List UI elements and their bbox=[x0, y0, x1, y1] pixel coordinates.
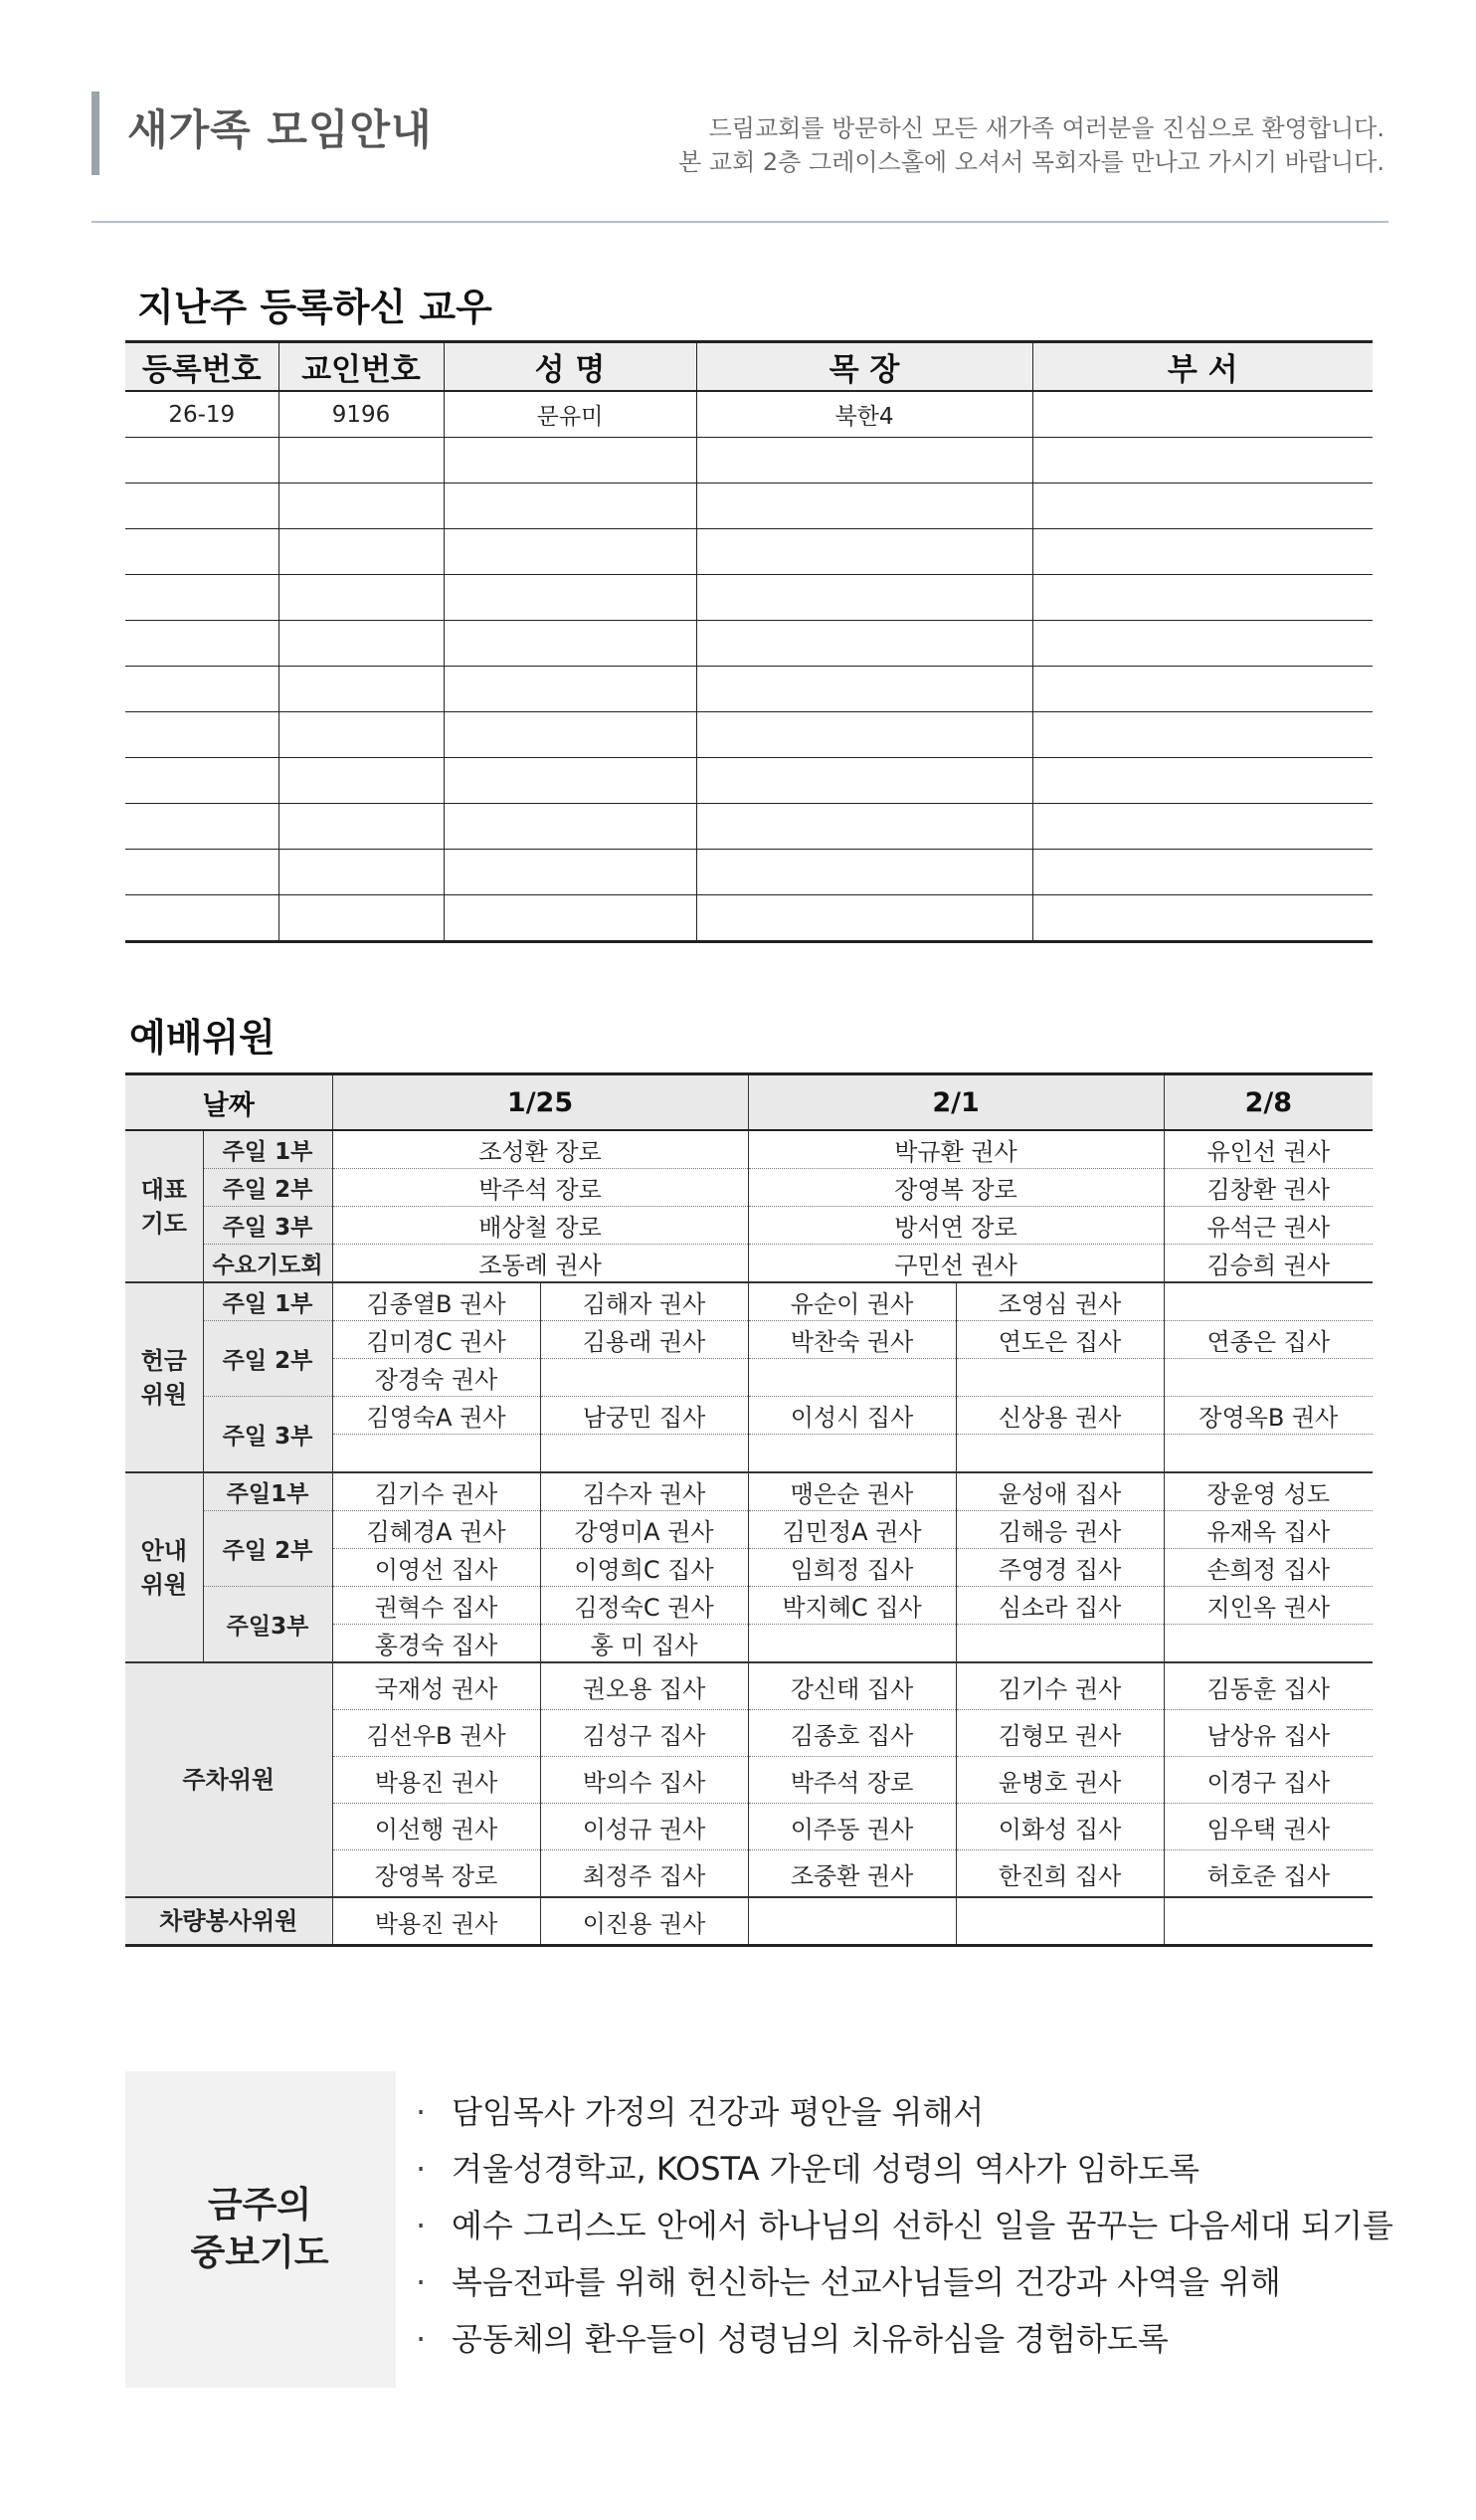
prayer-name: 조동례 권사 bbox=[332, 1245, 748, 1283]
registration-title: 지난주 등록하신 교우 bbox=[137, 286, 492, 329]
service-label: 주일 1부 bbox=[203, 1130, 332, 1169]
bullet: · bbox=[416, 2093, 427, 2131]
committee-name: 권오용 집사 bbox=[540, 1662, 748, 1710]
committee-name bbox=[1164, 1897, 1373, 1946]
committee-name: 김미경C 권사 bbox=[332, 1321, 540, 1359]
committee-name: 임희정 집사 bbox=[748, 1549, 956, 1587]
prayer-name: 장영복 장로 bbox=[748, 1169, 1164, 1207]
table-row bbox=[125, 1587, 1373, 1625]
date-1: 1/25 bbox=[332, 1074, 748, 1131]
registration-table bbox=[125, 340, 1373, 943]
committee-name: 김영숙A 권사 bbox=[332, 1397, 540, 1435]
category-label: 안내 bbox=[140, 1536, 187, 1565]
table-row bbox=[125, 1897, 1373, 1946]
committee-name: 장영옥B 권사 bbox=[1164, 1397, 1373, 1435]
committee-name: 한진희 집사 bbox=[956, 1850, 1164, 1898]
committee-name bbox=[1164, 1625, 1373, 1663]
prayer-name: 김승희 권사 bbox=[1164, 1245, 1373, 1283]
committee-name: 김민정A 권사 bbox=[748, 1511, 956, 1549]
prayer-name: 유석근 권사 bbox=[1164, 1207, 1373, 1245]
prayer-category bbox=[125, 1130, 203, 1282]
committee-name: 심소라 집사 bbox=[956, 1587, 1164, 1625]
committee-name: 남상유 집사 bbox=[1164, 1710, 1373, 1757]
intercessory-prayer-box bbox=[125, 2071, 1393, 2388]
committee-name: 허호준 집사 bbox=[1164, 1850, 1373, 1898]
table-row bbox=[125, 1321, 1373, 1359]
category-label: 위원 bbox=[140, 1570, 187, 1599]
committee-name bbox=[332, 1435, 540, 1473]
committee-name: 김혜경A 권사 bbox=[332, 1511, 540, 1549]
committee-name: 이주동 권사 bbox=[748, 1804, 956, 1850]
committee-name: 이화성 집사 bbox=[956, 1804, 1164, 1850]
committee-name: 이선행 권사 bbox=[332, 1804, 540, 1850]
committee-name: 김종호 집사 bbox=[748, 1710, 956, 1757]
prayer-list bbox=[396, 2071, 1393, 2388]
committee-name: 유재옥 집사 bbox=[1164, 1511, 1373, 1549]
table-row bbox=[125, 1207, 1373, 1245]
committee-name bbox=[748, 1435, 956, 1473]
committee-name bbox=[748, 1897, 956, 1946]
cell-group: 북한4 bbox=[696, 391, 1032, 438]
committee-name: 박용진 권사 bbox=[332, 1897, 540, 1946]
bullet: · bbox=[416, 2150, 427, 2188]
prayer-text: 예수 그리스도 안에서 하나님의 선하신 일을 꿈꾸는 다음세대 되기를 bbox=[452, 2207, 1393, 2244]
date-2: 2/1 bbox=[748, 1074, 1164, 1131]
welcome-notice-line1: 드림교회를 방문하신 모든 새가족 여러분을 진심으로 환영합니다. bbox=[708, 114, 1384, 142]
committee-name: 김해응 권사 bbox=[956, 1511, 1164, 1549]
table-row bbox=[125, 529, 1373, 575]
committee-name: 김동훈 집사 bbox=[1164, 1662, 1373, 1710]
registration-number: 26-19 bbox=[125, 391, 278, 438]
prayer-label-line1: 금주의 bbox=[207, 2185, 312, 2226]
committee-name bbox=[540, 1435, 748, 1473]
category-label: 위원 bbox=[140, 1380, 187, 1409]
bullet: · bbox=[416, 2263, 427, 2301]
col-member-number: 교인번호 bbox=[278, 342, 444, 392]
committee-name: 연종은 집사 bbox=[1164, 1321, 1373, 1359]
committee-name: 김선우B 권사 bbox=[332, 1710, 540, 1757]
list-item bbox=[416, 2087, 984, 2133]
date-label: 날짜 bbox=[125, 1074, 332, 1131]
member-name: 문유미 bbox=[444, 391, 696, 438]
service-label: 주일1부 bbox=[203, 1472, 332, 1511]
committee-name: 윤병호 권사 bbox=[956, 1757, 1164, 1804]
col-department: 부 서 bbox=[1032, 342, 1373, 392]
committee-name: 장윤영 성도 bbox=[1164, 1472, 1373, 1511]
table-row bbox=[125, 1282, 1373, 1321]
category-label: 기도 bbox=[140, 1209, 187, 1238]
committee-name bbox=[956, 1359, 1164, 1397]
service-label: 주일 1부 bbox=[203, 1282, 332, 1321]
category-label: 대표 bbox=[140, 1175, 187, 1204]
table-row bbox=[125, 438, 1373, 484]
table-row bbox=[125, 1397, 1373, 1435]
committee-name: 최정주 집사 bbox=[540, 1850, 748, 1898]
service-label: 주일3부 bbox=[203, 1587, 332, 1663]
worship-title: 예배위원 bbox=[129, 1016, 276, 1060]
prayer-label-line2: 중보기도 bbox=[190, 2232, 329, 2273]
committee-name bbox=[956, 1625, 1164, 1663]
committee-name: 손희정 집사 bbox=[1164, 1549, 1373, 1587]
prayer-name: 방서연 장로 bbox=[748, 1207, 1164, 1245]
committee-name: 지인옥 권사 bbox=[1164, 1587, 1373, 1625]
prayer-name: 구민선 권사 bbox=[748, 1245, 1164, 1283]
committee-name: 김형모 권사 bbox=[956, 1710, 1164, 1757]
committee-name: 조영심 권사 bbox=[956, 1282, 1164, 1321]
table-row bbox=[125, 621, 1373, 667]
service-label: 주일 2부 bbox=[203, 1169, 332, 1207]
service-label: 주일 3부 bbox=[203, 1207, 332, 1245]
table-row bbox=[125, 1245, 1373, 1283]
col-name: 성 명 bbox=[444, 342, 696, 392]
committee-name: 임우택 권사 bbox=[1164, 1804, 1373, 1850]
header-divider bbox=[92, 221, 1388, 223]
prayer-name: 김창환 권사 bbox=[1164, 1169, 1373, 1207]
committee-name: 강신태 집사 bbox=[748, 1662, 956, 1710]
committee-name: 김기수 권사 bbox=[956, 1662, 1164, 1710]
col-registration-number: 등록번호 bbox=[125, 342, 278, 392]
committee-name: 강영미A 권사 bbox=[540, 1511, 748, 1549]
category-label: 헌금 bbox=[140, 1346, 187, 1375]
prayer-name: 박주석 장로 bbox=[332, 1169, 748, 1207]
prayer-text: 복음전파를 위해 헌신하는 선교사님들의 건강과 사역을 위해 bbox=[452, 2263, 1281, 2301]
table-row bbox=[125, 667, 1373, 712]
prayer-name: 조성환 장로 bbox=[332, 1130, 748, 1169]
prayer-text: 공동체의 환우들이 성령님의 치유하심을 경험하도록 bbox=[452, 2320, 1169, 2358]
committee-name: 장경숙 권사 bbox=[332, 1359, 540, 1397]
welcome-notice bbox=[678, 111, 1384, 179]
committee-name: 주영경 집사 bbox=[956, 1549, 1164, 1587]
committee-name: 윤성애 집사 bbox=[956, 1472, 1164, 1511]
committee-name: 박찬숙 권사 bbox=[748, 1321, 956, 1359]
table-row bbox=[125, 1511, 1373, 1549]
table-row bbox=[125, 575, 1373, 621]
committee-name: 이영희C 집사 bbox=[540, 1549, 748, 1587]
committee-name bbox=[540, 1359, 748, 1397]
committee-name: 연도은 집사 bbox=[956, 1321, 1164, 1359]
offering-category bbox=[125, 1282, 203, 1472]
committee-name bbox=[748, 1625, 956, 1663]
committee-name: 권혁수 집사 bbox=[332, 1587, 540, 1625]
page-title: 새가족 모임안내 bbox=[127, 105, 433, 154]
col-cell-group: 목 장 bbox=[696, 342, 1032, 392]
member-number: 9196 bbox=[278, 391, 444, 438]
committee-name: 김해자 권사 bbox=[540, 1282, 748, 1321]
committee-name: 박용진 권사 bbox=[332, 1757, 540, 1804]
list-item bbox=[416, 2144, 1199, 2190]
committee-name: 국재성 권사 bbox=[332, 1662, 540, 1710]
list-item bbox=[416, 2314, 1169, 2360]
table-row bbox=[125, 895, 1373, 942]
committee-name: 남궁민 집사 bbox=[540, 1397, 748, 1435]
prayer-text: 담임목사 가정의 건강과 평안을 위해서 bbox=[452, 2093, 985, 2131]
prayer-box-label bbox=[125, 2071, 394, 2388]
committee-name bbox=[1164, 1435, 1373, 1473]
bullet: · bbox=[416, 2207, 427, 2244]
table-row bbox=[125, 712, 1373, 758]
prayer-name: 박규환 권사 bbox=[748, 1130, 1164, 1169]
department bbox=[1032, 391, 1373, 438]
committee-name: 김기수 권사 bbox=[332, 1472, 540, 1511]
committee-name bbox=[956, 1435, 1164, 1473]
committee-name: 이진용 권사 bbox=[540, 1897, 748, 1946]
committee-name: 김종열B 권사 bbox=[332, 1282, 540, 1321]
committee-name: 김정숙C 권사 bbox=[540, 1587, 748, 1625]
table-row bbox=[125, 484, 1373, 529]
registration-header-row bbox=[125, 342, 1373, 392]
worship-committee-table bbox=[125, 1072, 1373, 1947]
vehicle-category: 차량봉사위원 bbox=[125, 1897, 332, 1946]
usher-category bbox=[125, 1472, 203, 1662]
committee-name: 유순이 권사 bbox=[748, 1282, 956, 1321]
table-row bbox=[125, 1472, 1373, 1511]
committee-name: 홍경숙 집사 bbox=[332, 1625, 540, 1663]
prayer-name: 유인선 권사 bbox=[1164, 1130, 1373, 1169]
bullet: · bbox=[416, 2320, 427, 2358]
committee-name bbox=[956, 1897, 1164, 1946]
header-accent-bar bbox=[92, 92, 99, 175]
worship-header-row bbox=[125, 1074, 1373, 1131]
committee-name: 홍 미 집사 bbox=[540, 1625, 748, 1663]
committee-name bbox=[1164, 1359, 1373, 1397]
welcome-notice-line2: 본 교회 2층 그레이스홀에 오셔서 목회자를 만나고 가시기 바랍니다. bbox=[678, 148, 1384, 176]
committee-name bbox=[748, 1359, 956, 1397]
committee-name: 박주석 장로 bbox=[748, 1757, 956, 1804]
committee-name: 김수자 권사 bbox=[540, 1472, 748, 1511]
committee-name: 이성규 권사 bbox=[540, 1804, 748, 1850]
table-row bbox=[125, 758, 1373, 804]
prayer-name: 배상철 장로 bbox=[332, 1207, 748, 1245]
service-label: 주일 3부 bbox=[203, 1397, 332, 1473]
committee-name: 김용래 권사 bbox=[540, 1321, 748, 1359]
table-row bbox=[125, 391, 1373, 438]
committee-name: 박의수 집사 bbox=[540, 1757, 748, 1804]
committee-name: 조중환 권사 bbox=[748, 1850, 956, 1898]
table-row bbox=[125, 850, 1373, 895]
committee-name: 이영선 집사 bbox=[332, 1549, 540, 1587]
table-row bbox=[125, 1130, 1373, 1169]
committee-name: 김성구 집사 bbox=[540, 1710, 748, 1757]
list-item bbox=[416, 2201, 1393, 2246]
table-row bbox=[125, 804, 1373, 850]
parking-category: 주차위원 bbox=[125, 1662, 332, 1897]
committee-name: 이성시 집사 bbox=[748, 1397, 956, 1435]
committee-name: 신상용 권사 bbox=[956, 1397, 1164, 1435]
committee-name: 이경구 집사 bbox=[1164, 1757, 1373, 1804]
committee-name bbox=[1164, 1282, 1373, 1321]
prayer-text: 겨울성경학교, KOSTA 가운데 성령의 역사가 임하도록 bbox=[452, 2150, 1200, 2188]
committee-name: 박지혜C 집사 bbox=[748, 1587, 956, 1625]
committee-name: 장영복 장로 bbox=[332, 1850, 540, 1898]
list-item bbox=[416, 2257, 1281, 2303]
service-label: 수요기도회 bbox=[203, 1245, 332, 1283]
table-row bbox=[125, 1169, 1373, 1207]
committee-name: 맹은순 권사 bbox=[748, 1472, 956, 1511]
date-3: 2/8 bbox=[1164, 1074, 1373, 1131]
service-label: 주일 2부 bbox=[203, 1511, 332, 1587]
service-label: 주일 2부 bbox=[203, 1321, 332, 1397]
table-row bbox=[125, 1662, 1373, 1710]
